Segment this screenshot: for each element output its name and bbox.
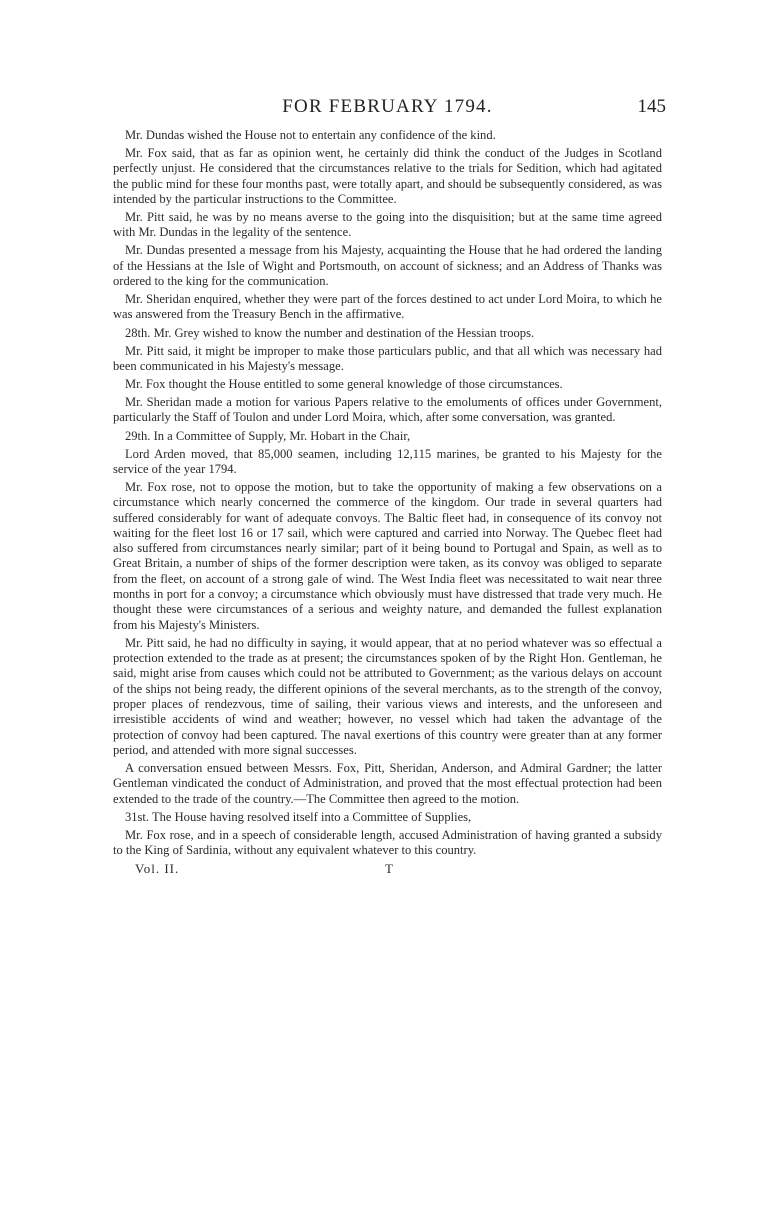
paragraph <box>113 810 662 825</box>
paragraph-text: said, he was by no means averse to the going into the disquisition; but at the same time agreed with Mr. Dundas in the legality of the sentence. <box>113 210 662 240</box>
paragraph <box>113 344 662 375</box>
paragraph-lead: Mr. Fox <box>125 146 168 161</box>
paragraph <box>113 395 662 426</box>
page-number: 145 <box>637 96 666 117</box>
paragraph <box>113 828 662 859</box>
body-text <box>113 128 662 858</box>
page-footer <box>113 861 662 879</box>
page-header <box>113 96 666 124</box>
running-title: FOR FEBRUARY 1794. <box>282 96 493 117</box>
paragraph <box>113 243 662 289</box>
paragraph-text: In a Committee of Supply, Mr. Hobart in the Chair, <box>150 428 411 443</box>
paragraph-lead: Mr. Sheridan <box>125 292 191 307</box>
paragraph <box>113 447 662 478</box>
paragraph-lead: Mr. Dundas <box>125 128 185 142</box>
paragraph-text: wished to know the number and destination of the Hessian troops. <box>199 325 535 340</box>
paragraph-text: enquired, whether they were part of the forces destined to act under Lord Moira, to which he was answered from the Treasury Bench in the affirmative. <box>113 292 662 322</box>
paragraph-lead: 31st. <box>125 809 150 824</box>
paragraph <box>113 292 662 323</box>
paragraph-lead: Mr. Fox <box>125 827 166 842</box>
paragraph-lead: Mr. Dundas <box>125 243 185 258</box>
paragraph-lead: Mr. Pitt <box>125 343 164 358</box>
paragraph-text: said, he had no difficulty in saying, it would appear, that at no period whatever was so effectual a protection extended to the trade as at present; the circumstances spoken of by the Right Hon. Gentleman, he said, might arise from causes which could not be attributed to Government; as the various delays on account of the ships not being ready, the different opinions of the several merchants, as to the strength of the convoy, proper places of rendezvous, time of sailing, their various views and interests, and the unforeseen and irresistible accidents of wind and weather; however, no vessel which had taken the advantage of the protection of convoy had been captured. The naval exertions of this country were greater than at any former period, and attended with more signal successes. <box>113 635 663 757</box>
paragraph-text: conversation ensued between Messrs. Fox, Pitt, Sheridan, Anderson, and Admiral Gardner; the latter Gentleman vindicated the conduct of Administration, and proved that the most effectual protection had been extended to the trade of the country.—The Committee then agreed to the motion. <box>113 760 662 806</box>
paragraph <box>113 210 662 241</box>
paragraph-lead: Mr. Fox <box>125 480 167 494</box>
paragraph-text: rose, and in a speech of considerable length, accused Administration of having granted a subsidy to the King of Sardinia, without any equivalent whatever to this country. <box>113 827 662 858</box>
paragraph-text: moved, that 85,000 seamen, including 12,115 marines, be granted to his Majesty for the service of the year 1794. <box>113 446 662 476</box>
paragraph <box>113 429 662 444</box>
paragraph-text: said, that as far as opinion went, he certainly did think the conduct of the Judges in Scotland perfectly unjust. He considered that the circumstances relative to the trials for Sedition, which had agitated the public mind for these four months past, were totally apart, and should be subsequently considered, as was intended by the particular instructions to the Committee. <box>113 146 662 206</box>
paragraph-text: wished the House not to entertain any confidence of the kind. <box>184 128 496 142</box>
paragraph <box>113 480 662 633</box>
paragraph <box>113 128 662 143</box>
paragraph-lead: 29th. <box>125 428 151 443</box>
paragraph-text: made a motion for various Papers relative to the emoluments of offices under Government, particularly the Staff of Toulon and under Lord Moira, which, after some conversation, was granted. <box>113 395 662 425</box>
paragraph-text: The House having resolved itself into a Committee of Supplies, <box>149 809 472 824</box>
paragraph-lead: Lord Arden <box>125 446 186 461</box>
paragraph-lead: A <box>125 760 134 775</box>
paragraph <box>113 761 662 807</box>
paragraph <box>113 377 662 392</box>
paragraph-lead: Mr. Sheridan <box>125 395 192 410</box>
paragraph-text: presented a message from his Majesty, acquainting the House that he had ordered the landing of the Hessians at the Isle of Wight and Portsmouth, on account of sickness; and an Address of Thanks was ordered to the king for the communication. <box>113 243 663 289</box>
paragraph-text: said, it might be improper to make those particulars public, and that all which was necessary had been communicated in his Majesty's message. <box>113 343 662 373</box>
paragraph <box>113 146 662 207</box>
paragraph <box>113 636 662 758</box>
paragraph-lead: Mr. Pitt <box>125 210 165 225</box>
paragraph-text: rose, not to oppose the motion, but to take the opportunity of making a few observations on a circumstance which nearly concerned the commerce of the kingdom. Our trade in several quarters had suffered considerably for want of adequate convoys. The Baltic fleet had, in consequence of its convoy not waiting for the fleet lost 16 or 17 sail, which were captured and carried into Norway. The Quebec fleet had also suffered from circumstances nearly similar; part of it being bound to Portugal and Spain, as well as to Great Britain, a number of ships of the former description were taken, as its convoy was obliged to separate from the fleet, on account of a strong gale of wind. The West India fleet was necessitated to wait near three months in port for a convoy; a circumstance which obviously must have distressed that trade very much. He thought these were circumstances of a serious and weighty nature, and demanded the fullest explanation from his Majesty's Ministers. <box>113 480 662 632</box>
paragraph-text: thought the House entitled to some general knowledge of those circumstances. <box>165 377 563 392</box>
paragraph-lead: Mr. Pitt <box>125 635 164 650</box>
document-page <box>113 96 666 879</box>
signature-mark: T <box>385 861 393 877</box>
paragraph-lead: 28th. Mr. Grey <box>125 325 200 340</box>
paragraph-lead: Mr. Fox <box>125 377 166 392</box>
paragraph <box>113 326 662 341</box>
volume-label: Vol. II. <box>135 861 180 877</box>
